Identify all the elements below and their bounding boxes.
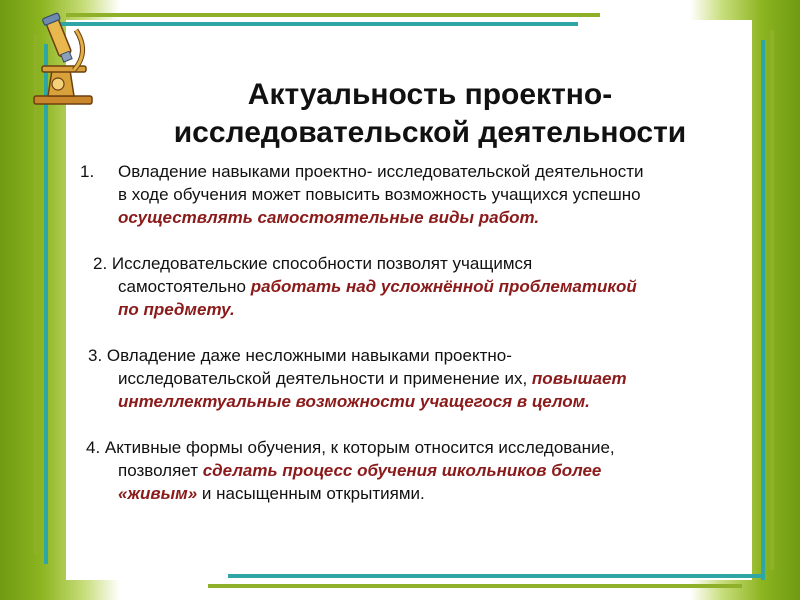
decor-line-right-teal [761, 40, 765, 580]
item-number: 1. [80, 162, 95, 181]
decor-line-bottom-teal [228, 574, 762, 578]
microscope-icon [30, 12, 100, 107]
item-text-line: и насыщенным открытиями. [197, 484, 425, 503]
item-text-line: исследовательской деятельности и применение их, [118, 369, 532, 388]
item-emphasis: сделать процесс обучения школьников более [202, 461, 602, 480]
decor-line-bottom-green [208, 584, 742, 588]
slide-title [100, 76, 760, 152]
decor-line-left-teal [44, 44, 48, 564]
item-second-line [118, 275, 760, 298]
title-line-1: Актуальность проектно- [247, 78, 613, 111]
item-emphasis: по предмету. [118, 300, 235, 319]
item-emphasis: «живым» [118, 484, 198, 503]
decor-line-top-green [66, 13, 600, 17]
item-number: 4. [86, 438, 101, 457]
item-second-line [118, 459, 760, 482]
decor-line-top-teal [44, 22, 578, 26]
item-first-line [93, 252, 760, 275]
item-text-line: в ходе обучения может повысить возможность учащихся успешно [118, 185, 641, 204]
item-emphasis: интеллектуальные возможности учащегося в целом. [118, 392, 590, 411]
item-emphasis: работать над усложнённой проблематикой [250, 277, 637, 296]
list-item [80, 436, 760, 505]
item-number: 3. [88, 346, 103, 365]
item-first-line [88, 344, 760, 367]
item-emphasis: осуществлять самостоятельные виды работ. [118, 208, 540, 227]
item-emphasis: повышает [531, 369, 627, 388]
item-number: 2. [93, 254, 108, 273]
item-second-line [118, 367, 760, 390]
item-text-line: самостоятельно [118, 277, 251, 296]
item-text-line: позволяет [118, 461, 203, 480]
slide-content [80, 160, 760, 505]
decor-line-right-green [770, 30, 774, 570]
item-first-line [86, 436, 760, 459]
list-item [80, 344, 760, 413]
list-item [80, 252, 760, 321]
title-line-2: исследовательской деятельности [173, 116, 687, 149]
item-text-line: Исследовательские способности позволят учащимся [111, 254, 533, 273]
item-text-line: Активные формы обучения, к которым относится исследование, [104, 438, 615, 457]
decor-line-left-green [34, 34, 38, 554]
item-third-line [118, 482, 760, 505]
list-item [80, 160, 760, 229]
item-text-line: Овладение навыками проектно- исследовательской деятельности [118, 162, 644, 181]
item-text-line: Овладение даже несложными навыками проектно- [106, 346, 512, 365]
